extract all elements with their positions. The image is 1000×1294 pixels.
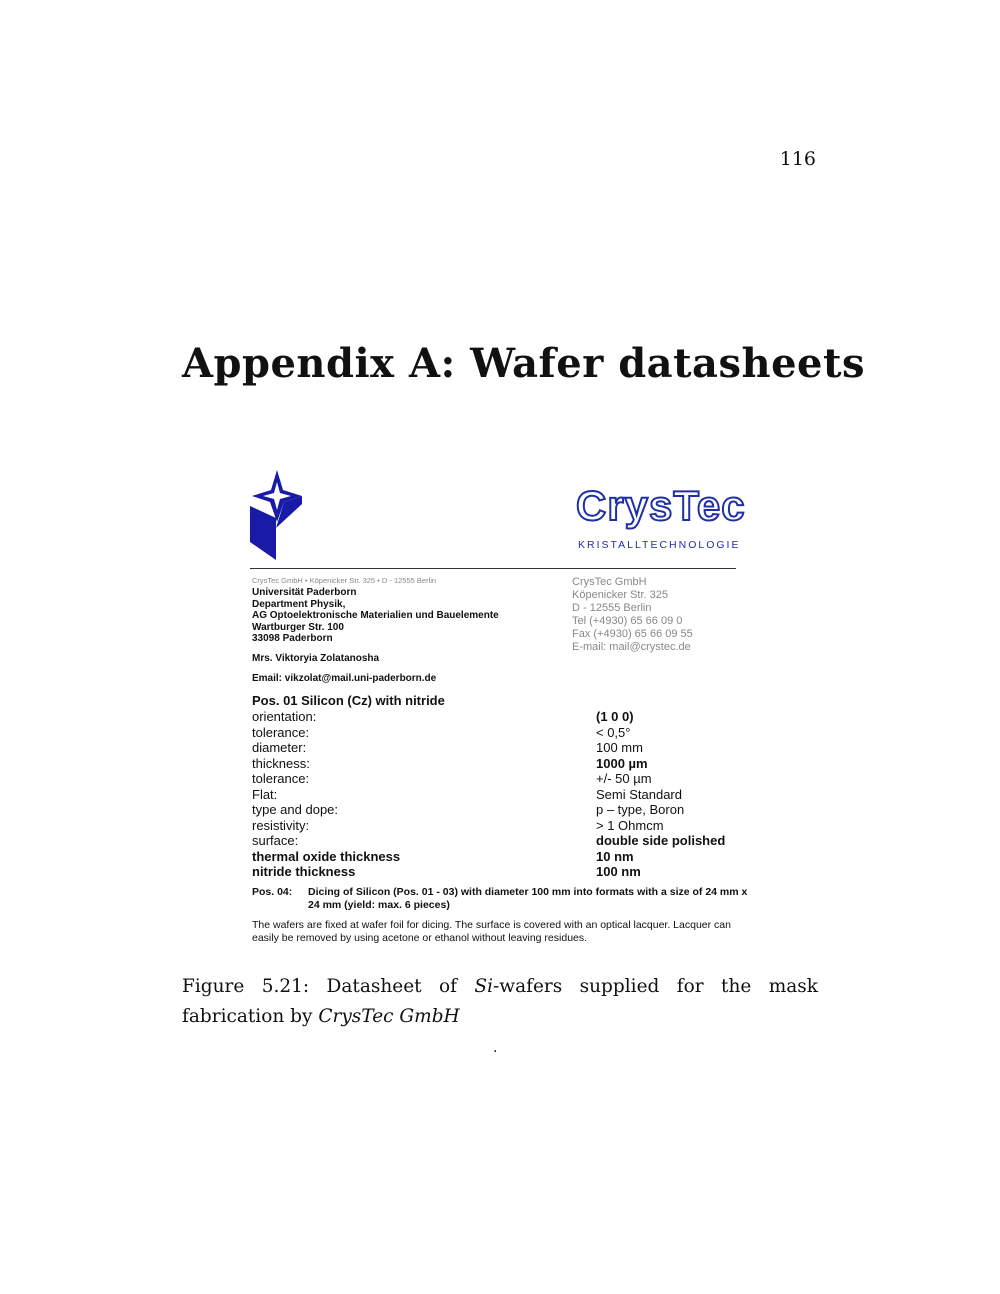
company-line: E-mail: mail@crystec.de: [572, 641, 691, 653]
contact-name: Mrs. Viktoryia Zolatanosha: [252, 653, 380, 664]
spec-value: > 1 Ohmcm: [596, 817, 664, 833]
spec-row: [252, 818, 752, 834]
spec-row: [252, 740, 752, 756]
spec-row: [252, 833, 752, 849]
spec-value: p – type, Boron: [596, 802, 685, 817]
recipient-address: [252, 587, 499, 645]
spec-key: orientation:: [252, 709, 317, 724]
company-line: Köpenicker Str. 325: [572, 589, 669, 601]
company-line: D - 12555 Berlin: [572, 602, 652, 614]
page-number: 116: [779, 148, 816, 170]
spec-row: [252, 725, 752, 741]
caption-si: Si: [474, 976, 493, 997]
spec-row: [252, 771, 752, 787]
trailing-dot: .: [493, 1040, 498, 1056]
position-title: Pos. 01 Silicon (Cz) with nitride: [252, 693, 445, 708]
caption-middle: -wafers supplied for the mask fabrication by: [182, 976, 818, 1027]
spec-value: 10 nm: [596, 848, 634, 864]
spec-key: type and dope:: [252, 802, 339, 817]
address-line: Universität Paderborn: [252, 587, 357, 598]
spec-row: [252, 787, 752, 803]
address-line: Department Physik,: [252, 598, 346, 610]
spec-row: [252, 849, 752, 865]
spec-value: double side polished: [596, 833, 726, 848]
company-address: [572, 576, 693, 654]
caption-prefix: Figure 5.21: Datasheet of: [182, 976, 475, 997]
spec-value: Semi Standard: [596, 786, 682, 802]
spec-row: [252, 802, 752, 818]
spec-value: (1 0 0): [596, 709, 634, 724]
dicing-note: The wafers are fixed at wafer foil for dicing. The surface is covered with an optical lacquer. Lacquer can easily be removed by using acetone or ethanol without leaving residues.: [252, 919, 731, 944]
spec-key: thermal oxide thickness: [252, 848, 401, 864]
brand-logo-text: CrysTec: [576, 482, 746, 529]
company-line: Tel (+4930) 65 66 09 0: [572, 615, 683, 627]
spec-key: Flat:: [252, 786, 278, 802]
address-line: Wartburger Str. 100: [252, 621, 344, 633]
spec-key: diameter:: [252, 740, 307, 755]
address-line: 33098 Paderborn: [252, 633, 333, 644]
caption-company: CrysTec GmbH: [318, 1006, 460, 1027]
contact-email: Email: vikzolat@mail.uni-paderborn.de: [252, 673, 437, 684]
spec-value: 100 nm: [596, 864, 641, 879]
figure-caption: [182, 972, 818, 1032]
spec-row: [252, 756, 752, 772]
spec-key: thickness:: [252, 755, 310, 771]
spec-key: tolerance:: [252, 724, 310, 740]
spec-row: [252, 709, 752, 725]
spec-key: surface:: [252, 833, 299, 848]
position-04-label: Pos. 04:: [252, 886, 293, 898]
chapter-title: Appendix A: Wafer datasheets: [182, 340, 865, 387]
brand-subtitle: KRISTALLTECHNOLOGIE: [578, 539, 741, 551]
spec-key: resistivity:: [252, 817, 310, 833]
header-rule: [250, 568, 736, 569]
company-line: Fax (+4930) 65 66 09 55: [572, 628, 693, 640]
sender-line: CrysTec GmbH • Köpenicker Str. 325 • D - 12555 Berlin: [252, 576, 437, 585]
spec-value: 100 mm: [596, 740, 643, 755]
spec-key: tolerance:: [252, 771, 310, 786]
address-line: AG Optoelektronische Materialien und Bauelemente: [252, 610, 499, 621]
spec-table: [252, 709, 752, 880]
crystec-star-logo: [250, 470, 304, 560]
datasheet-figure: [250, 470, 750, 950]
spec-key: nitride thickness: [252, 864, 356, 879]
spec-value: +/- 50 µm: [596, 771, 652, 786]
company-line: CrysTec GmbH: [572, 576, 647, 588]
position-04-text: Dicing of Silicon (Pos. 01 - 03) with diameter 100 mm into formats with a size of 24 mm x 24 mm (yield: max. 6 pieces): [308, 886, 748, 911]
spec-value: 1000 µm: [596, 755, 648, 771]
spec-value: < 0,5°: [596, 724, 631, 740]
spec-row: [252, 864, 752, 880]
